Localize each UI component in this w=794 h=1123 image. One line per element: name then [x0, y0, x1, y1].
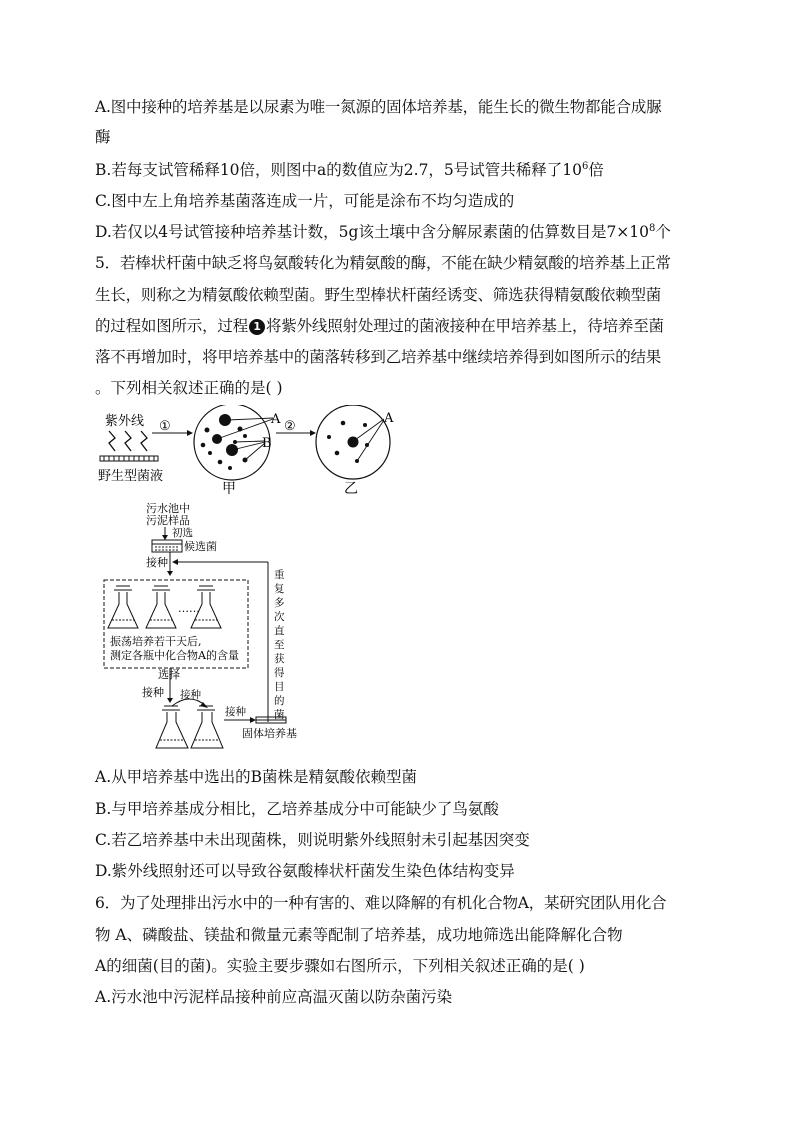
svg-text:目: 目	[274, 681, 285, 693]
q4-option-d-text: D.若仅以4号试管接种培养基计数，5g该土壤中含分解尿素菌的估算数目是7×10	[95, 223, 650, 241]
inoculate-label-3: 接种	[180, 689, 201, 701]
svg-text:复: 复	[274, 583, 285, 595]
svg-text:获: 获	[274, 653, 285, 665]
wild-type-label: 野生型菌液	[98, 469, 164, 484]
inoculate-label-1: 接种	[146, 556, 168, 569]
step1-label: ①	[159, 419, 171, 434]
q5-stem-line5: 。下列相关叙述正确的是( )	[95, 379, 283, 397]
arrow-2	[276, 419, 316, 436]
flask-icon	[108, 586, 138, 628]
repeat-note	[274, 568, 285, 721]
label-b: B	[262, 436, 272, 451]
svg-text:多: 多	[274, 597, 285, 609]
svg-text:直: 直	[274, 625, 285, 637]
q5-stem-line3-post: 将紫外线照射处理过的菌液接种在甲培养基上，待培养至菌	[266, 317, 664, 335]
plate-jia	[194, 405, 270, 480]
label-a-yi: A	[384, 411, 394, 426]
svg-text:重: 重	[274, 569, 285, 581]
colonies-yi	[327, 421, 369, 463]
svg-text:的: 的	[274, 695, 285, 707]
q5-stem-line3-pre: 的过程如图所示，过程	[95, 317, 249, 335]
arrow-1	[152, 419, 193, 436]
svg-text:次: 次	[274, 611, 285, 623]
svg-text:得: 得	[274, 667, 285, 679]
q5-stem-line3	[95, 316, 664, 336]
q4-option-b-exponent: 6	[582, 160, 589, 172]
svg-text:至: 至	[274, 639, 285, 651]
q4-option-d	[95, 222, 671, 242]
q4-option-c: C.图中左上角培养基菌落连成一片，可能是涂布不均匀造成的	[95, 192, 515, 210]
inoculate-label-4: 接种	[225, 706, 246, 718]
initial-select-label: 初选	[172, 527, 193, 539]
candidate-dish-icon	[152, 540, 182, 552]
plate-jia-label: 甲	[222, 481, 236, 497]
flask-icon	[191, 706, 223, 748]
q4-option-d-exponent: 8	[649, 222, 656, 234]
plate-yi-label: 乙	[344, 481, 358, 497]
q4-option-a-line1: A.图中接种的培养基是以尿素为唯一氮源的固体培养基，能生长的微生物都能合成脲	[95, 98, 662, 116]
q5-stem-line2: 生长，则称之为精氨酸依赖型菌。野生型棒状杆菌经诱变、筛选获得精氨酸依赖型菌	[95, 286, 662, 304]
uv-label: 紫外线	[105, 414, 145, 429]
q5-stem-line4: 落不再增加时，将甲培养基中的菌落转移到乙培养基中继续培养得到如图所示的结果	[95, 348, 662, 366]
select-label: 选择	[158, 668, 180, 681]
q5-option-c: C.若乙培养基中未出现菌株，则说明紫外线照射未引起基因突变	[95, 831, 530, 849]
q6-stem-line3: A的细菌(目的菌)。实验主要步骤如右图所示，下列相关叙述正确的是( )	[95, 957, 585, 975]
step-one-circle: 1	[249, 319, 265, 335]
q4-option-b-unit: 倍	[588, 161, 604, 179]
q5-option-a: A.从甲培养基中选出的B菌株是精氨酸依赖型菌	[95, 768, 418, 786]
q4-option-d-unit: 个	[655, 223, 671, 241]
label-a: A	[271, 412, 281, 427]
q6-option-a: A.污水池中污泥样品接种前应高温灭菌以防杂菌污染	[95, 988, 453, 1006]
q6-screening-figure	[100, 500, 310, 755]
q5-mutation-figure	[95, 405, 415, 500]
q4-option-a-line2: 酶	[95, 128, 111, 146]
q4-option-b	[95, 160, 604, 180]
source-line1: 污水池中	[146, 502, 190, 515]
step2-label: ②	[284, 419, 296, 434]
q5-stem-line1: 5．若棒状杆菌中缺乏将鸟氨酸转化为精氨酸的酶，不能在缺少精氨酸的培养基上正常	[95, 254, 671, 272]
flask-icon	[156, 706, 188, 748]
repeat-arrowhead	[172, 559, 178, 565]
svg-text:菌: 菌	[274, 709, 285, 721]
uv-rays-icon	[109, 431, 147, 451]
pointer-lines-yi	[355, 419, 384, 461]
source-line2: 污泥样品	[146, 514, 190, 527]
dots-label: ……	[178, 602, 200, 615]
q6-stem-line2: 物 A、磷酸盐、镁盐和微量元素等配制了培养基，成功地筛选出能降解化合物	[95, 926, 623, 944]
solid-medium-label: 固体培养基	[242, 727, 297, 740]
flask-icon	[146, 586, 176, 628]
box-line1: 振荡培养若干天后,	[110, 635, 202, 648]
box-line2: 测定各瓶中化合物A的含量	[110, 649, 239, 662]
q5-option-b: B.与甲培养基成分相比，乙培养基成分中可能缺少了鸟氨酸	[95, 800, 499, 818]
q5-option-d: D.紫外线照射还可以导致谷氨酸棒状杆菌发生染色体结构变异	[95, 862, 515, 880]
inoculate-label-2: 接种	[142, 686, 164, 699]
candidate-label: 候选菌	[184, 540, 217, 553]
q4-option-b-text: B.若每支试管稀释10倍，则图中a的数值应为2.7，5号试管共稀释了10	[95, 161, 583, 179]
culture-dish-icon	[100, 456, 158, 461]
q6-stem-line1: 6．为了处理排出污水中的一种有害的、难以降解的有机化合物A，某研究团队用化合	[95, 894, 667, 912]
